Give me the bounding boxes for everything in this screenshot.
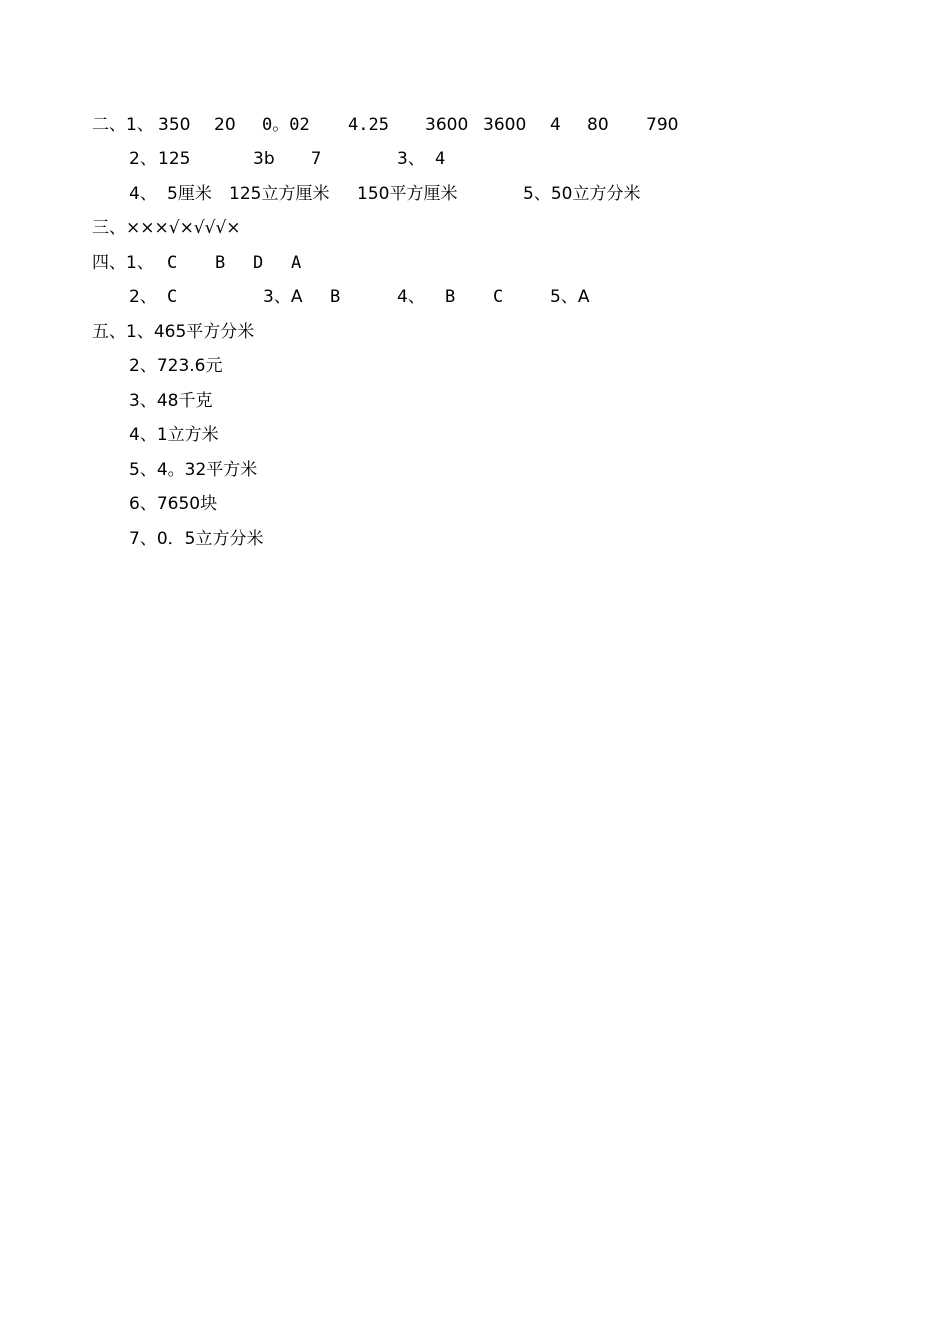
answer-line-5-1 — [92, 319, 792, 345]
choice-answer: A — [291, 253, 302, 273]
choice-answer: B — [445, 287, 456, 307]
answer-text: 2、723.6元 — [129, 356, 223, 376]
answer-value: 4.25 — [348, 115, 389, 135]
choice-answer: 3、A — [263, 287, 303, 307]
true-false-answers: 三、×××√×√√√× — [92, 218, 241, 238]
answer-line-2-3 — [92, 181, 792, 207]
answer-line-5-6 — [92, 491, 792, 517]
section-prefix: 二、1、 — [92, 115, 154, 135]
answer-line-2-1 — [92, 112, 792, 138]
answer-value: 3600 — [483, 115, 527, 135]
answer-text: 五、1、465平方分米 — [92, 322, 255, 342]
item-prefix: 4、 — [397, 287, 425, 307]
answer-line-4-1 — [92, 250, 792, 276]
answer-text: 6、7650块 — [129, 494, 218, 514]
answer-value: 5厘米 — [167, 184, 212, 204]
answer-text: 3、48千克 — [129, 391, 213, 411]
answer-line-3 — [92, 215, 792, 241]
answer-value: 3b — [253, 149, 275, 169]
choice-answer: C — [167, 287, 178, 307]
answer-line-4-2 — [92, 284, 792, 310]
answer-text: 5、4。32平方米 — [129, 460, 258, 480]
answer-value: 3600 — [425, 115, 469, 135]
item-prefix: 2、 — [129, 287, 157, 307]
choice-answer: C — [167, 253, 178, 273]
answer-text: 4、1立方米 — [129, 425, 219, 445]
answer-value: 7 — [311, 149, 322, 169]
answer-value: 125 — [158, 149, 191, 169]
answer-value: 4 — [550, 115, 561, 135]
answer-value: 150平方厘米 — [357, 184, 458, 204]
item-prefix: 2、 — [129, 149, 157, 169]
answer-line-5-7 — [92, 526, 792, 552]
item-prefix: 4、 — [129, 184, 157, 204]
answer-value: 350 — [158, 115, 191, 135]
answer-value: 790 — [646, 115, 679, 135]
answer-line-5-2 — [92, 353, 792, 379]
choice-answer: B — [215, 253, 226, 273]
answer-line-5-4 — [92, 422, 792, 448]
answer-line-5-3 — [92, 388, 792, 414]
answer-value: 125立方厘米 — [229, 184, 330, 204]
choice-answer: D — [253, 253, 264, 273]
choice-answer: B — [330, 287, 341, 307]
section-prefix: 四、1、 — [92, 253, 154, 273]
choice-answer: C — [493, 287, 504, 307]
answer-value: 20 — [214, 115, 236, 135]
answer-line-2-2 — [92, 146, 792, 172]
answer-line-5-5 — [92, 457, 792, 483]
answer-text: 7、0．5立方分米 — [129, 529, 264, 549]
choice-answer: 5、A — [550, 287, 590, 307]
answer-value: 5、50立方分米 — [523, 184, 641, 204]
answer-value: 80 — [587, 115, 609, 135]
answer-value: 4 — [435, 149, 446, 169]
item-prefix: 3、 — [397, 149, 425, 169]
answer-value: 0。02 — [262, 115, 310, 135]
